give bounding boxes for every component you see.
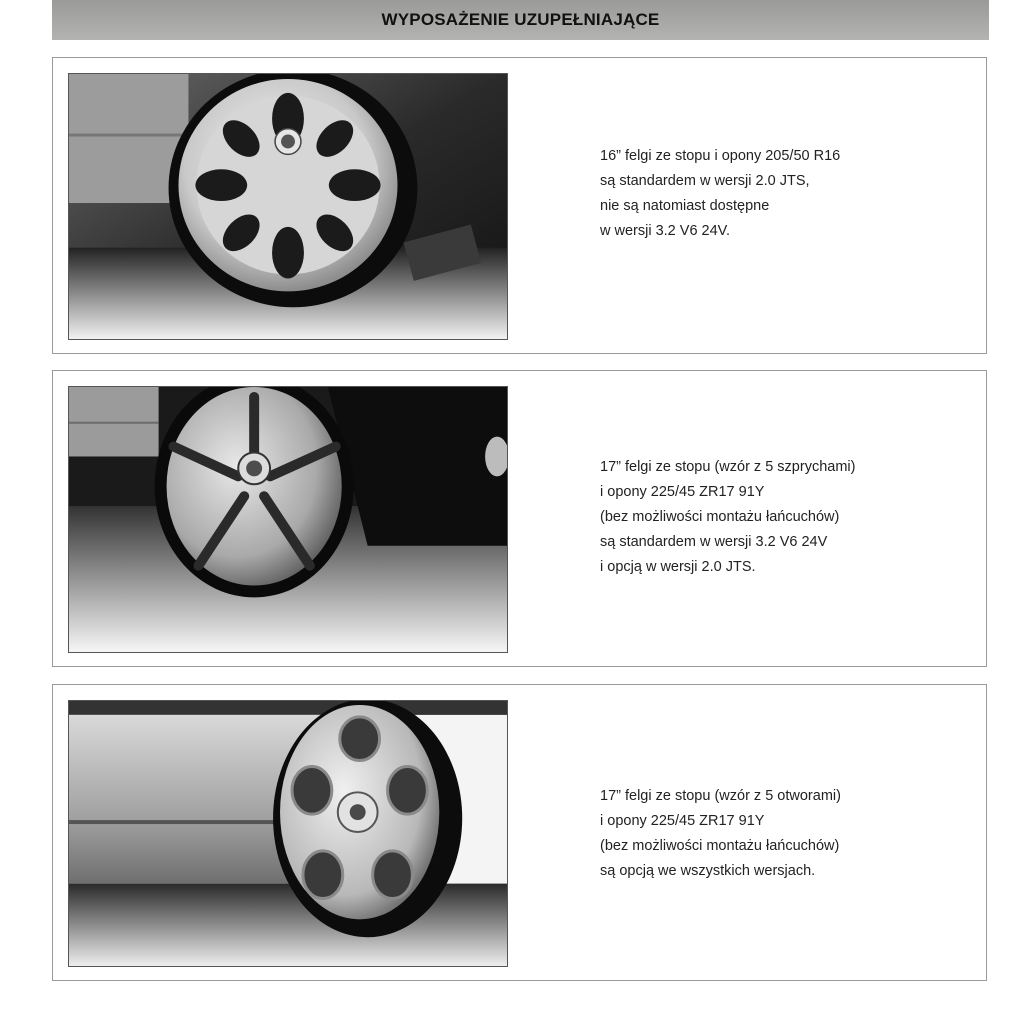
wheel-image-17-inch-5-spoke — [69, 387, 507, 652]
page-title: WYPOSAŻENIE UZUPEŁNIAJĄCE — [381, 10, 660, 29]
wheel-panel-16-inch — [52, 57, 987, 354]
wheel-panel-17-inch-5-spoke — [52, 370, 987, 667]
wheel-photo-16-inch — [68, 73, 508, 340]
description-line: i opcją w wersji 2.0 JTS. — [600, 559, 756, 575]
description-line: 16” felgi ze stopu i opony 205/50 R16 — [600, 148, 841, 164]
description-line: (bez możliwości montażu łańcuchów) — [600, 838, 840, 854]
wheel-description-16-inch — [600, 144, 960, 244]
wheel-image-17-inch-5-hole — [69, 701, 507, 966]
section-header — [52, 0, 989, 40]
description-line: (bez możliwości montażu łańcuchów) — [600, 509, 840, 525]
wheel-photo-17-inch-5-hole — [68, 700, 508, 967]
description-line: 17” felgi ze stopu (wzór z 5 szprychami) — [600, 459, 856, 475]
wheel-description-17-inch-5-spoke — [600, 455, 960, 580]
description-line: są opcją we wszystkich wersjach. — [600, 863, 816, 879]
wheel-panel-17-inch-5-hole — [52, 684, 987, 981]
description-line: nie są natomiast dostępne — [600, 198, 770, 214]
description-line: 17” felgi ze stopu (wzór z 5 otworami) — [600, 788, 841, 804]
wheel-photo-17-inch-5-spoke — [68, 386, 508, 653]
description-line: w wersji 3.2 V6 24V. — [600, 223, 731, 239]
description-line: i opony 225/45 ZR17 91Y — [600, 813, 765, 829]
wheel-image-16-inch — [69, 74, 507, 339]
description-line: i opony 225/45 ZR17 91Y — [600, 484, 765, 500]
description-line: są standardem w wersji 2.0 JTS, — [600, 173, 810, 189]
wheel-description-17-inch-5-hole — [600, 784, 960, 884]
description-line: są standardem w wersji 3.2 V6 24V — [600, 534, 828, 550]
